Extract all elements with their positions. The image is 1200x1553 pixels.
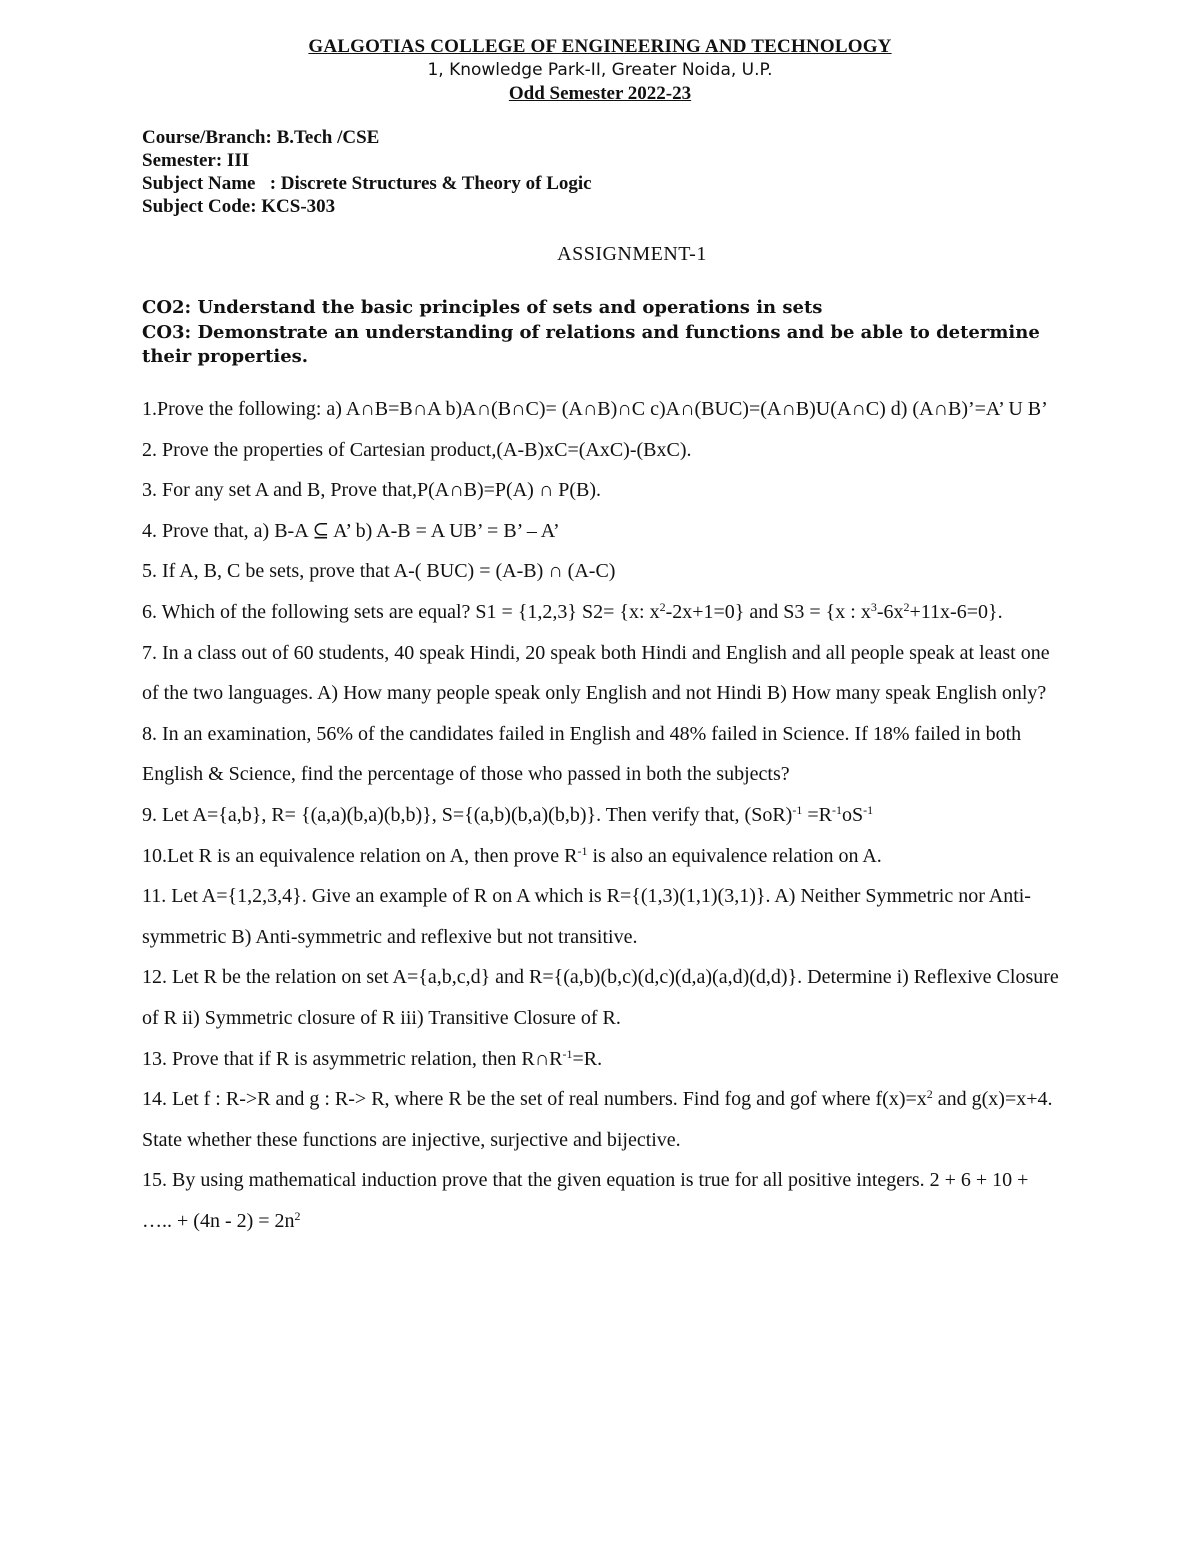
question-6: 6. Which of the following sets are equal? S1 = {1,2,3} S2= {x: $x^2-2x+1=0$} and S3 = {x : $x^3-6x^2+11x-6=0$}. bbox=[142, 599, 1003, 623]
course-outcomes bbox=[142, 296, 1042, 370]
question-2: 2. Prove the properties of Cartesian product,(A-B)xC=(AxC)-(BxC). bbox=[142, 438, 692, 461]
subject-code: Subject Code: KCS-303 bbox=[142, 196, 336, 217]
question-14: 14. Let f : R->R and g : R-> R, where R be the set of real numbers. Find fog and gof where $f(x)=x^2$ and g(x)=x+4. State whether these functions are injective, surjective and bijective. bbox=[142, 1087, 1053, 1151]
assignment-title: ASSIGNMENT-1 bbox=[557, 243, 707, 265]
question-4: 4. Prove that, a) B-A ⊆ A’ b) A-B = A UB’ = B’ – A’ bbox=[142, 519, 560, 542]
course-branch: Course/Branch: B.Tech /CSE bbox=[142, 127, 380, 148]
question-8: 8. In an examination, 56% of the candidates failed in English and 48% failed in Science. If 18% failed in both English & Science, find the percentage of those who passed in both the subjects? bbox=[142, 722, 1022, 786]
question-10: 10.Let R is an equivalence relation on A, then prove $R^{-1}$ is also an equivalence relation on A. bbox=[142, 843, 882, 867]
question-1: 1.Prove the following: a) A∩B=B∩A b)A∩(B∩C)= (A∩B)∩C c)A∩(BUC)=(A∩B)U(A∩C) d) (A∩B)’=A’ U B’ bbox=[142, 398, 1048, 420]
question-list bbox=[142, 389, 1062, 1241]
question-15: 15. By using mathematical induction prove that the given equation is true for all positive integers. 2 + 6 + 10 + ….. + $(4n - 2) = 2n^2$ bbox=[142, 1169, 1029, 1232]
college-address: 1, Knowledge Park-II, Greater Noida, U.P. bbox=[427, 60, 773, 80]
question-3: 3. For any set A and B, Prove that,P(A∩B)=P(A) ∩ P(B). bbox=[142, 479, 602, 502]
semester-line: Semester: III bbox=[142, 150, 250, 171]
course-outcome-co3: CO3: Demonstrate an understanding of relations and functions and be able to determine their properties. bbox=[142, 321, 1040, 367]
question-7: 7. In a class out of 60 students, 40 speak Hindi, 20 speak both Hindi and English and all people speak at least one of the two languages. A) How many people speak only English and not Hindi B) How many speak English only? bbox=[142, 641, 1050, 705]
subject-name: Subject Name : Discrete Structures & Theory of Logic bbox=[142, 173, 592, 194]
course-details bbox=[142, 126, 592, 218]
college-name: GALGOTIAS COLLEGE OF ENGINEERING AND TECHNOLOGY bbox=[308, 36, 892, 57]
question-13: 13. Prove that if R is asymmetric relation, then $R\cap R^{-1}=R$. bbox=[142, 1046, 603, 1070]
question-11: 11. Let A={1,2,3,4}. Give an example of R on A which is R={(1,3)(1,1)(3,1)}. A) Neither Symmetric nor Anti-symmetric B) Anti-symmetric and reflexive but not transitive. bbox=[142, 885, 1031, 948]
question-9: 9. Let A={a,b}, R= {(a,a)(b,a)(b,b)}, S={(a,b)(b,a)(b,b)}. Then verify that, $(SoR)^{-1} =R^{-1}oS^{-1}$ bbox=[142, 802, 874, 826]
course-outcome-co2: CO2: Understand the basic principles of sets and operations in sets bbox=[142, 297, 823, 318]
question-5: 5. If A, B, C be sets, prove that A-( BUC) = (A-B) ∩ (A-C) bbox=[142, 560, 616, 583]
question-12: 12. Let R be the relation on set A={a,b,c,d} and R={(a,b)(b,c)(d,c)(d,a)(a,d)(d,d)}. Determine i) Reflexive Closure of R ii) Symmetric closure of R iii) Transitive Closure of R. bbox=[142, 966, 1059, 1029]
semester-title: Odd Semester 2022-23 bbox=[508, 83, 692, 104]
